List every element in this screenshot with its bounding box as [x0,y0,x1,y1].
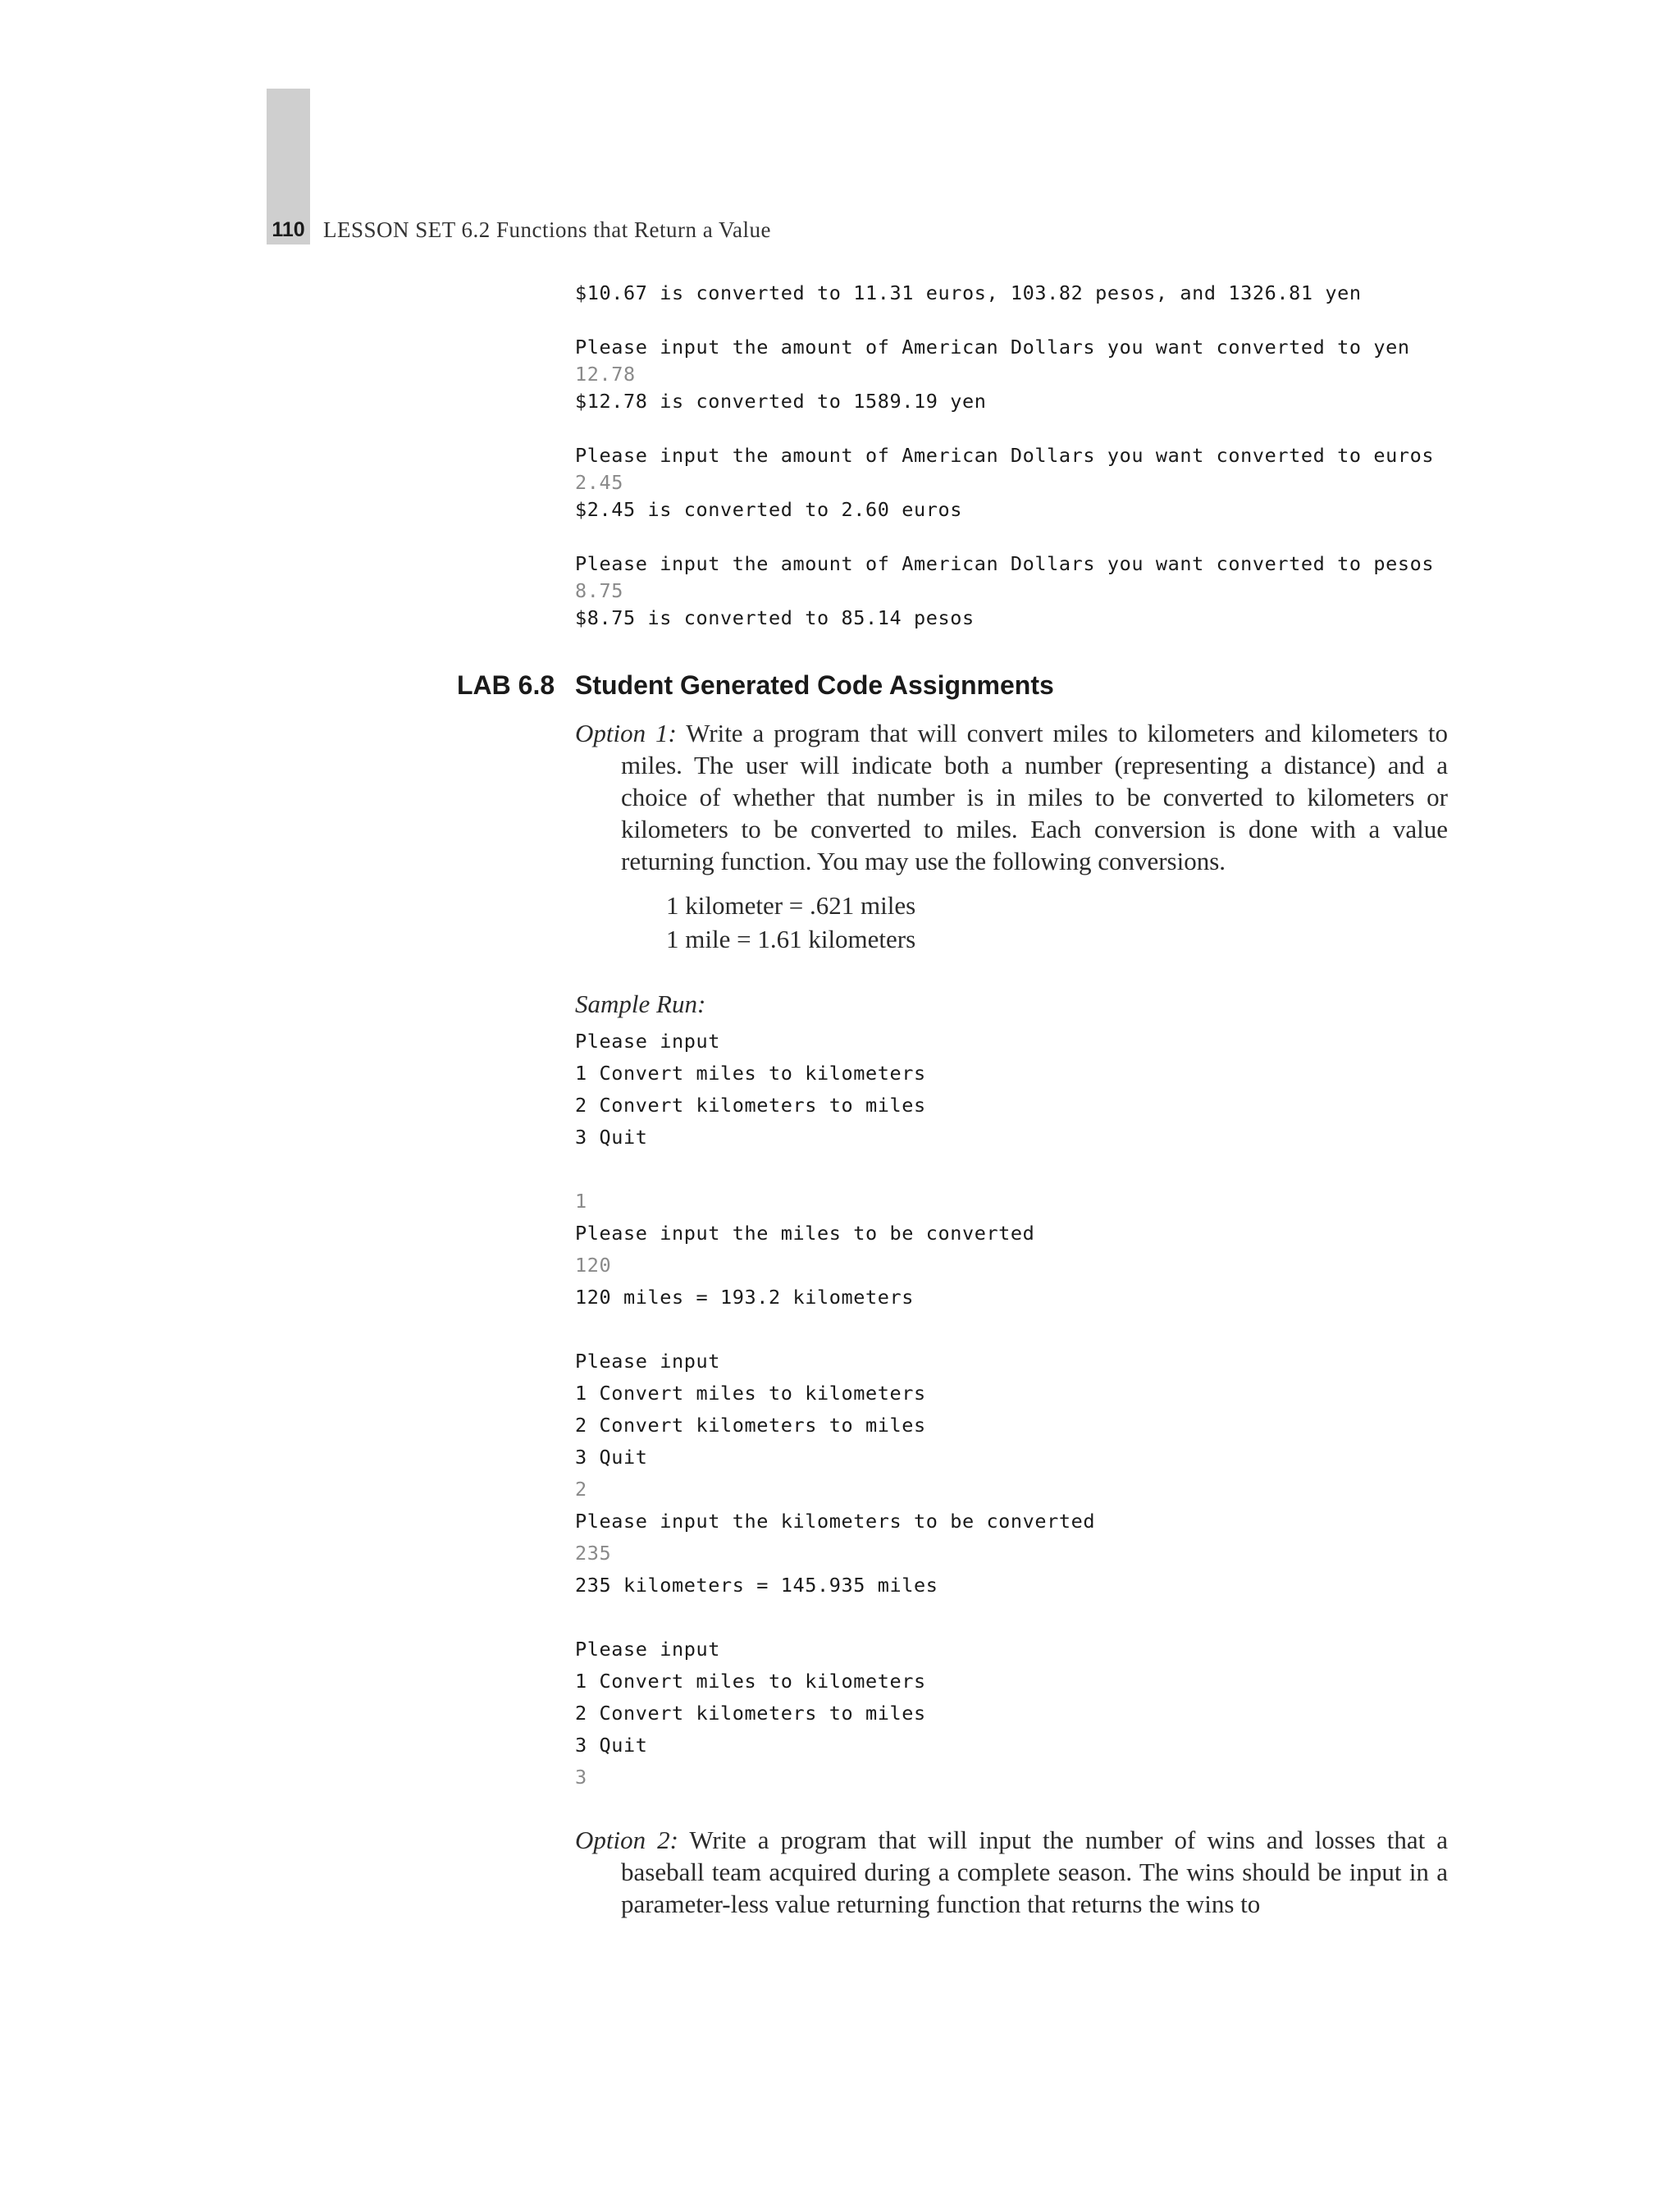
program-output-line: Please input [575,1638,720,1661]
user-input-line: 8.75 [575,579,623,602]
program-output-line: 2 Convert kilometers to miles [575,1094,926,1117]
program-output-line: 1 Convert miles to kilometers [575,1670,926,1693]
program-output-line: 3 Quit [575,1126,648,1149]
sample-run-output [575,1026,1095,1794]
user-input-line: 1 [575,1190,587,1213]
sample-run-label: Sample Run: [575,989,706,1018]
program-output-line: 3 Quit [575,1734,648,1757]
program-output-line: $12.78 is converted to 1589.19 yen [575,390,987,413]
program-output-line: $2.45 is converted to 2.60 euros [575,498,962,521]
program-output-line: 235 kilometers = 145.935 miles [575,1574,938,1597]
blank-line [575,415,1434,442]
user-input-line: 3 [575,1766,587,1789]
user-input-line: 2 [575,1478,587,1501]
blank-line [575,523,1434,551]
program-output-line: 2 Convert kilometers to miles [575,1414,926,1437]
blank-line [575,1154,1095,1186]
blank-line [575,1602,1095,1634]
program-output-line: Please input [575,1030,720,1053]
program-output-line: $10.67 is converted to 11.31 euros, 103.82 pesos, and 1326.81 yen [575,281,1362,304]
console-output-top [575,280,1434,632]
program-output-line: 1 Convert miles to kilometers [575,1382,926,1405]
option-1-text: Write a program that will convert miles to kilometers and kilometers to miles. The user will indicate both a number (representing a distance) and a choice of whether that number is in miles to be converted to kilometers or kilometers to be converted to miles. Each conversion is done with a value returning function. You may use the following conversions. [621,719,1448,875]
option-2-label: Option 2: [575,1826,678,1854]
program-output-line: Please input [575,1350,720,1373]
program-output-line: Please input the amount of American Dollars you want converted to pesos [575,552,1435,575]
lab-title: Student Generated Code Assignments [575,670,1054,700]
user-input-line: 235 [575,1542,612,1565]
conversion-km: 1 kilometer = .621 miles [666,891,916,920]
lab-number: LAB 6.8 [457,670,555,700]
running-head: LESSON SET 6.2 Functions that Return a Value [323,217,771,242]
program-output-line: Please input the amount of American Dollars you want converted to yen [575,336,1410,359]
page-number: 110 [272,218,305,241]
program-output-line: 3 Quit [575,1446,648,1469]
option-2-text: Write a program that will input the number of wins and losses that a baseball team acquired during a complete season. The wins should be input in a parameter-less value returning function that returns the wins to [621,1826,1449,1918]
conversion-mile: 1 mile = 1.61 kilometers [666,925,916,953]
program-output-line: 1 Convert miles to kilometers [575,1062,926,1085]
program-output-line: Please input the amount of American Dollars you want converted to euros [575,444,1435,467]
user-input-line: 12.78 [575,363,636,386]
program-output-line: 120 miles = 193.2 kilometers [575,1286,914,1309]
program-output-line: 2 Convert kilometers to miles [575,1702,926,1725]
option-1-label: Option 1: [575,719,677,747]
option-2-paragraph [575,1824,1448,1920]
program-output-line: $8.75 is converted to 85.14 pesos [575,606,975,629]
user-input-line: 2.45 [575,471,623,494]
option-1-paragraph [575,717,1448,877]
blank-line [575,307,1434,334]
program-output-line: Please input the miles to be converted [575,1222,1035,1245]
blank-line [575,1314,1095,1346]
program-output-line: Please input the kilometers to be converted [575,1510,1096,1533]
user-input-line: 120 [575,1254,612,1277]
